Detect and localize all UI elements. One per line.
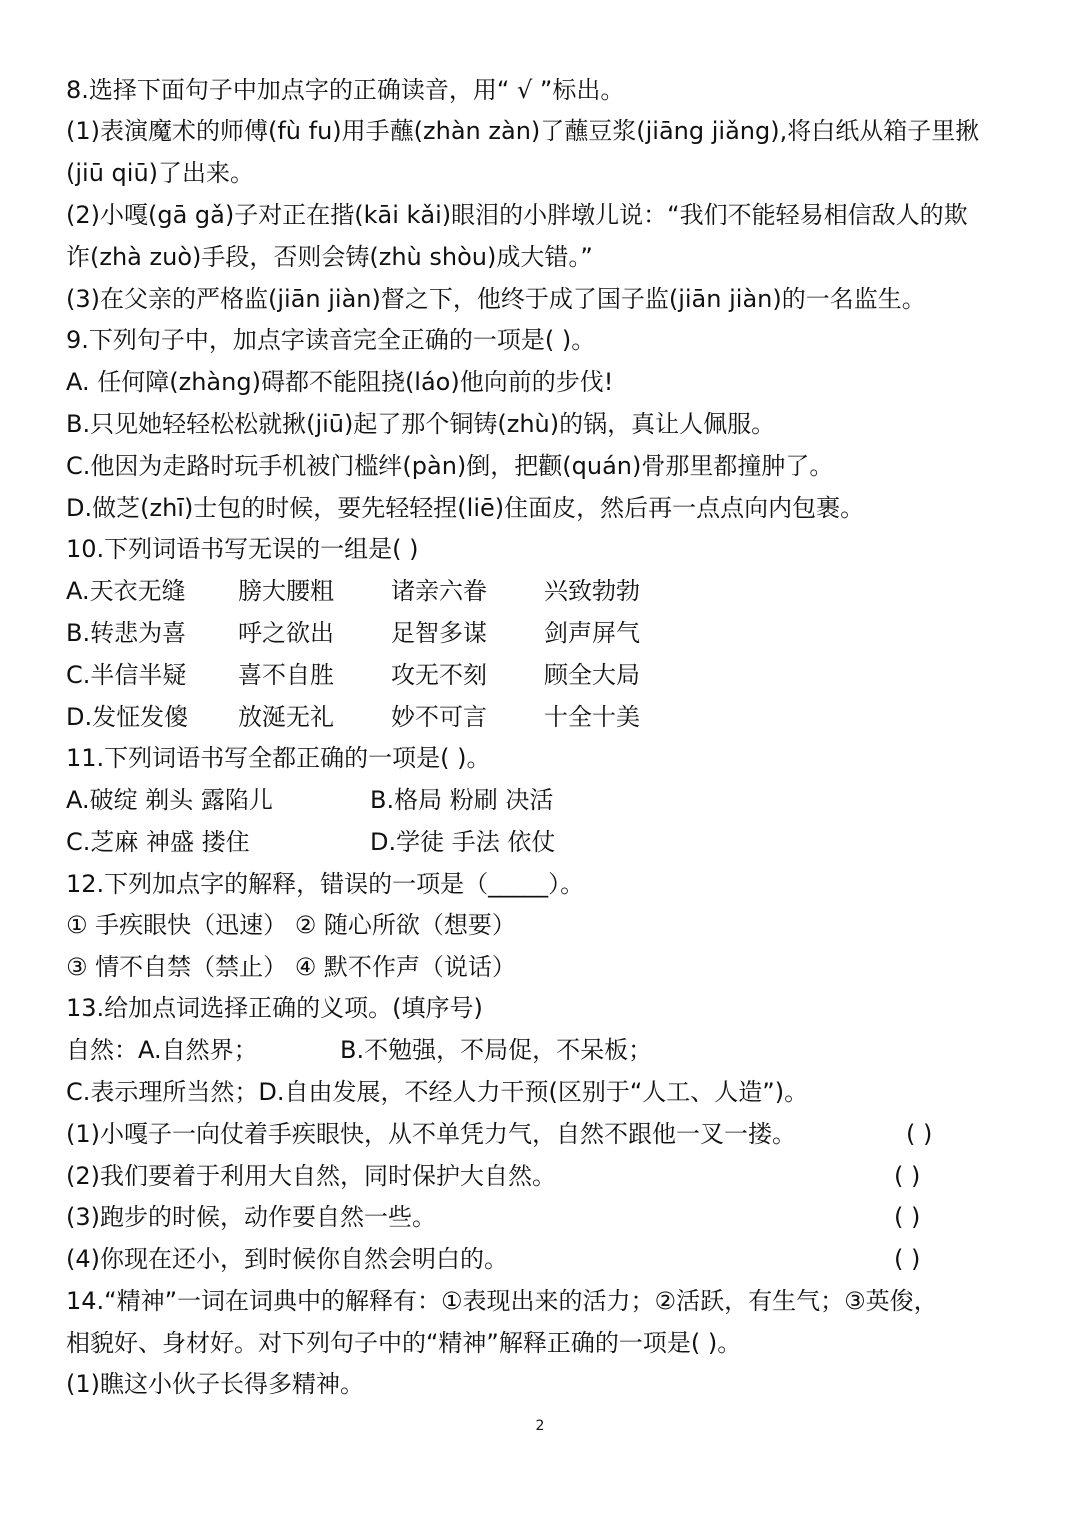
question-13-item-3: [66, 1200, 1040, 1234]
question-13-title: 13.给加点词选择正确的义项。(填序号): [66, 994, 483, 1022]
question-11-option-b: B.格局 粉刷 决活: [370, 786, 554, 814]
option-a-word-2: 膀大腰粗: [238, 577, 334, 605]
option-d-word-3: 妙不可言: [391, 703, 487, 731]
question-9-option-a: A. 任何障(zhàng)碍都不能阻挠(láo)他向前的步伐!: [66, 368, 614, 396]
option-c-word-2: 喜不自胜: [238, 661, 334, 689]
option-a-word-3: 诸亲六眷: [391, 577, 487, 605]
item-4-text: (4)你现在还小，到时候你自然会明白的。: [66, 1245, 508, 1273]
option-c-word-3: 攻无不刻: [391, 661, 487, 689]
option-a-word-4: 兴致勃勃: [544, 577, 640, 605]
question-9-option-c: C.他因为走路时玩手机被门槛绊(pàn)倒，把颧(quán)骨那里都撞肿了。: [66, 452, 834, 480]
question-11-option-d: D.学徒 手法 依仗: [370, 828, 556, 856]
item-2-text: (2)我们要着于利用大自然，同时保护大自然。: [66, 1162, 556, 1190]
question-13-definitions-row-2: C.表示理所当然；D.自由发展，不经人力干预(区别于“人工、人造”)。: [66, 1078, 809, 1106]
question-11-option-a: A.破绽 剃头 露陷儿: [66, 786, 273, 814]
question-10-title: 10.下列词语书写无误的一组是( ): [66, 535, 419, 563]
question-9-title: 9.下列句子中，加点字读音完全正确的一项是( )。: [66, 326, 596, 354]
definition-b: B.不勉强，不局促，不呆板；: [340, 1036, 653, 1064]
question-13-item-4: [66, 1242, 1040, 1276]
option-b-word-2: 呼之欲出: [238, 619, 334, 647]
option-b-word-1: B.转悲为喜: [66, 619, 187, 647]
question-14-title-line-1: 14.“精神”一词在词典中的解释有：①表现出来的活力；②活跃，有生气；③英俊，: [66, 1287, 938, 1315]
question-9-option-b: B.只见她轻轻松松就揪(jiū)起了那个铜铸(zhù)的锅，真让人佩服。: [66, 410, 776, 438]
option-d-word-2: 放涎无礼: [238, 703, 334, 731]
question-11-option-c: C.芝麻 神盛 搂住: [66, 828, 250, 856]
question-8-item-1-line-2: (jiū qiū)了出来。: [66, 159, 255, 187]
question-14-item-1: (1)瞧这小伙子长得多精神。: [66, 1370, 364, 1398]
question-13-item-2: [66, 1159, 1040, 1193]
option-c-word-1: C.半信半疑: [66, 661, 187, 689]
question-13-item-1: [66, 1117, 1040, 1151]
answer-blank-1: ( ): [906, 1120, 933, 1148]
question-8-item-2-line-1: (2)小嘎(gā gǎ)子对正在揩(kāi kǎi)眼泪的小胖墩儿说：“我们不能轻易相信敌人的欺: [66, 201, 968, 229]
question-12-items-row-1: ① 手疾眼快（迅速） ② 随心所欲（想要）: [66, 911, 516, 939]
answer-blank-4: ( ): [894, 1245, 921, 1273]
question-11-title: 11.下列词语书写全都正确的一项是( )。: [66, 744, 491, 772]
item-3-text: (3)跑步的时候，动作要自然一些。: [66, 1203, 436, 1231]
question-12-title: 12.下列加点字的解释，错误的一项是（_____）。: [66, 870, 585, 898]
question-8-title: 8.选择下面句子中加点字的正确读音，用“ √ ”标出。: [66, 76, 625, 104]
question-8-item-1-line-1: (1)表演魔术的师傅(fù fu)用手蘸(zhàn zàn)了蘸豆浆(jiāng jiǎng),将白纸从箱子里揪: [66, 117, 980, 145]
option-b-word-3: 足智多谋: [391, 619, 487, 647]
option-c-word-4: 顾全大局: [544, 661, 640, 689]
answer-blank-3: ( ): [894, 1203, 921, 1231]
question-8-item-2-line-2: 诈(zhà zuò)手段，否则会铸(zhù shòu)成大错。”: [66, 243, 593, 271]
option-d-word-4: 十全十美: [544, 703, 640, 731]
question-9-option-d: D.做芝(zhī)士包的时候，要先轻轻捏(liē)住面皮，然后再一点点向内包裹。: [66, 494, 865, 522]
option-b-word-4: 剑声屏气: [544, 619, 640, 647]
question-8-item-3: (3)在父亲的严格监(jiān jiàn)督之下，他终于成了国子监(jiān jiàn)的一名监生。: [66, 285, 926, 313]
answer-blank-2: ( ): [894, 1162, 921, 1190]
option-d-word-1: D.发怔发傻: [66, 703, 189, 731]
question-12-items-row-2: ③ 情不自禁（禁止） ④ 默不作声（说话）: [66, 953, 516, 981]
option-a-word-1: A.天衣无缝: [66, 577, 186, 605]
item-1-text: (1)小嘎子一向仗着手疾眼快，从不单凭力气，自然不跟他一叉一搂。: [66, 1120, 796, 1148]
page-number: 2: [535, 1418, 545, 1434]
question-14-title-line-2: 相貌好、身材好。对下列句子中的“精神”解释正确的一项是( )。: [66, 1329, 742, 1357]
definition-a: 自然：A.自然界；: [66, 1036, 258, 1064]
